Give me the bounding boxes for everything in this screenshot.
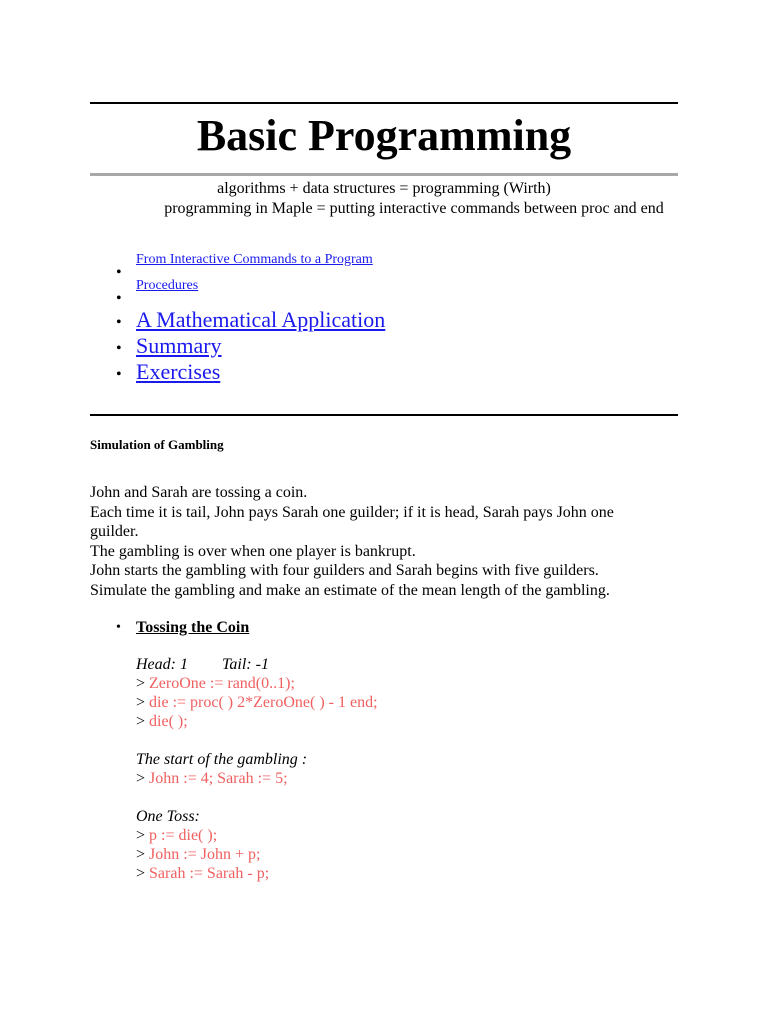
problem-description bbox=[90, 483, 665, 600]
subsection-bullet: • bbox=[116, 620, 121, 635]
code-block-die bbox=[136, 655, 378, 731]
start-label: The start of the gambling : bbox=[136, 751, 308, 768]
maple-command-line bbox=[136, 826, 269, 845]
paragraph-line: John starts the gambling with four guilders and Sarah begins with five guilders. bbox=[90, 562, 599, 579]
maple-command-line bbox=[136, 845, 269, 864]
maple-command: p := die( ); bbox=[149, 827, 218, 844]
maple-command-line bbox=[136, 693, 378, 712]
section-rule bbox=[90, 414, 678, 416]
head-tail-line bbox=[136, 655, 378, 674]
one-toss-label: One Toss: bbox=[136, 808, 200, 825]
prompt: > bbox=[136, 827, 150, 844]
maple-command: John := John + p; bbox=[149, 846, 261, 863]
prompt: > bbox=[136, 846, 150, 863]
subsection-heading: Tossing the Coin bbox=[136, 619, 250, 636]
toc-link-summary[interactable]: Summary bbox=[136, 333, 222, 358]
code-block-start bbox=[136, 750, 307, 788]
section-heading: Simulation of Gambling bbox=[90, 437, 224, 452]
subtitle-maple: programming in Maple = putting interactive commands between proc and end bbox=[164, 200, 664, 217]
prompt: > bbox=[136, 713, 150, 730]
code-block-toss bbox=[136, 807, 269, 883]
top-rule bbox=[90, 102, 678, 104]
head-label: Head: 1 bbox=[136, 656, 188, 673]
title-rule bbox=[90, 173, 678, 176]
prompt: > bbox=[136, 770, 150, 787]
page-title: Basic Programming bbox=[196, 111, 572, 160]
paragraph-line: The gambling is over when one player is bankrupt. bbox=[90, 542, 416, 560]
maple-command-line bbox=[136, 674, 378, 693]
toc-bullet: • bbox=[116, 340, 122, 357]
maple-command: John := 4; Sarah := 5; bbox=[149, 770, 288, 787]
maple-command: die := proc( ) 2*ZeroOne( ) - 1 end; bbox=[149, 694, 378, 711]
toc-link-interactive-commands[interactable]: From Interactive Commands to a Program bbox=[136, 252, 373, 267]
prompt: > bbox=[136, 675, 150, 692]
toc-bullet: • bbox=[116, 264, 122, 281]
toc-link-procedures[interactable]: Procedures bbox=[136, 278, 199, 293]
tail-label: Tail: -1 bbox=[221, 656, 269, 673]
paragraph-line: John and Sarah are tossing a coin. bbox=[90, 484, 308, 501]
prompt: > bbox=[136, 865, 150, 882]
paragraph-line: Each time it is tail, John pays Sarah one guilder; if it is head, Sarah pays John one guilder. bbox=[90, 503, 614, 540]
toc-link-exercises[interactable]: Exercises bbox=[136, 359, 221, 384]
prompt: > bbox=[136, 694, 150, 711]
maple-command: Sarah := Sarah - p; bbox=[149, 865, 270, 882]
maple-command-line bbox=[136, 769, 307, 788]
maple-command: ZeroOne := rand(0..1); bbox=[149, 675, 295, 692]
toc-bullet: • bbox=[116, 366, 122, 383]
maple-command: die( ); bbox=[149, 713, 188, 730]
paragraph-line: Simulate the gambling and make an estimate of the mean length of the gambling. bbox=[90, 581, 610, 599]
maple-command-line bbox=[136, 712, 378, 731]
toc-bullet: • bbox=[116, 290, 122, 307]
maple-command-line bbox=[136, 864, 269, 883]
subtitle-wirth: algorithms + data structures = programming (Wirth) bbox=[217, 180, 551, 197]
toc-bullet: • bbox=[116, 314, 122, 331]
toc-link-mathematical-application[interactable]: A Mathematical Application bbox=[136, 307, 386, 332]
